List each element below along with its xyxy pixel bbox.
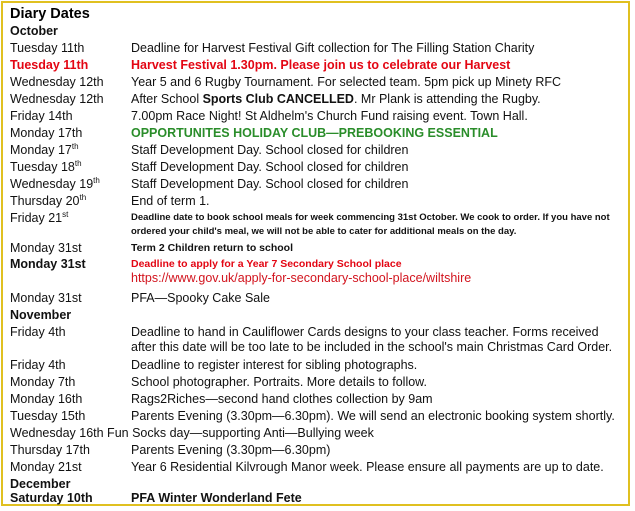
page-title: Diary Dates	[10, 6, 90, 22]
secondary-school-link[interactable]: https://www.gov.uk/apply-for-secondary-school-place/wiltshire	[131, 271, 472, 285]
diary-frame: Diary Dates October Tuesday 11th Deadline for Harvest Festival Gift collection for The Filling Station Charity Tuesday 11th Harvest Festival 1.30pm. Please join us to celebrate our Harvest Wednesday 12th Year 5 and 6 Rugby Tournament. For selected team. 5pm pick up Minety RFC Wednesday 12th After School Sports Club CANCELLED. Mr Plank is attending the Rugby. Friday 14th 7.00pm Race Night! St Aldhelm's Church Fund raising event. Town Hall. Monday 17th OPPORTUNITES HOLIDAY CLUB—PREBOOKING ESSENTIAL Monday 17th Staff Development Day. School closed for children Tuesday 18th Staff Development Day. School closed for children Wednesday 19th Staff Development Day. School closed for children Thursday 20th End of term 1. Friday 21st Deadline date to book school meals for week commencing 31st October. We cook to order. If you have not ordered your child's meal, we will not be able to cater for additional meals on the day. Monday 31st Term 2 Children return to school Monday 31st Deadline to apply for a Year 7 Secondary School place https://www.gov.uk/apply-for-secondary-school-place/wiltshire Monday 31st PFA—Spooky Cake Sale November Friday 4th Deadline to hand in Cauliflower Cards designs to your class teacher. Forms received after this date will be too late to be included in the school's main Christmas Card Order. Friday 4th Deadline to register interest for sibling photographs. Monday 7th School photographer. Portraits. More details to follow. Monday 16th Rags2Riches—second hand clothes collection by 9am Tuesday 15th Parents Evening (3.30pm—6.30pm). We will send an electronic booking system shortly. Wednesday 16th Fun Socks day—supporting Anti—Bullying week Thursday 17th Parents Evening (3.30pm—6.30pm) Monday 21st Year 6 Residential Kilvrough Manor week. Please ensure all payments are up to date. December Saturday 10th PFA Winter Wonderland Fete	[1, 1, 630, 506]
